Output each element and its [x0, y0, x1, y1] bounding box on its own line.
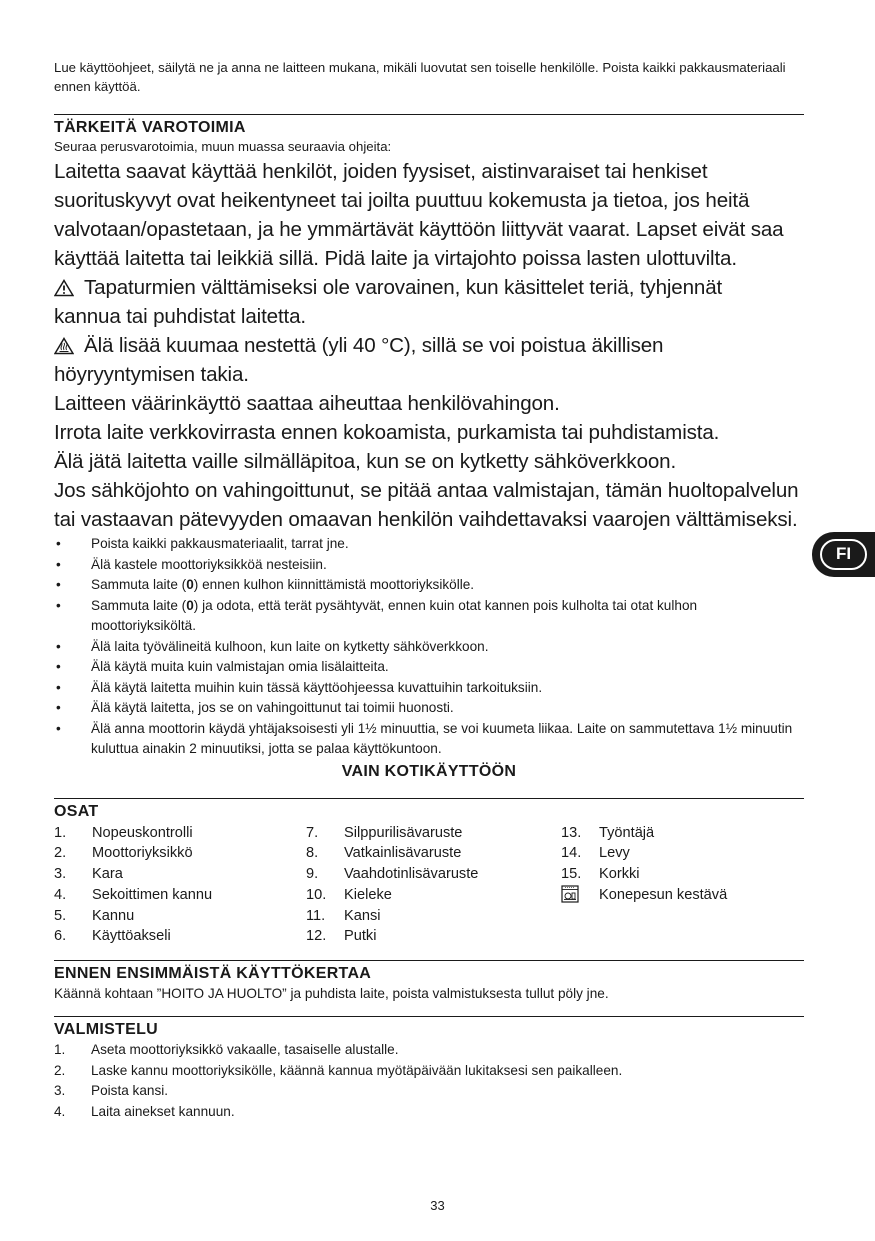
list-item [54, 1040, 804, 1061]
bullet-icon: • [56, 597, 61, 613]
warning-blades-text: Tapaturmien välttämiseksi ole varovainen, kun käsittelet teriä, tyhjennät [84, 276, 723, 299]
safety-bullet-list [54, 534, 804, 760]
bullet-icon: • [56, 720, 61, 736]
warning-hot-liquid-continued: höyryyntymisen takia. [54, 363, 249, 386]
list-item [54, 534, 804, 555]
hot-surface-warning-icon [54, 337, 74, 355]
part-label: Käyttöakseli [92, 928, 171, 945]
bullet-icon: • [56, 700, 61, 715]
list-item [54, 657, 804, 678]
list-item [54, 1102, 804, 1123]
list-item [54, 864, 306, 885]
part-number: 15. [561, 866, 582, 883]
list-item [54, 906, 306, 927]
warning-triangle-icon [54, 279, 74, 297]
home-use-only-note: VAIN KOTIKÄYTTÖÖN [341, 762, 517, 780]
bullet-icon: • [56, 556, 61, 572]
list-item [306, 885, 561, 906]
list-item [561, 864, 804, 885]
warning-hot-liquid-line [54, 331, 804, 360]
warning-blades-continued: kannua tai puhdistat laitetta. [54, 305, 306, 328]
part-number: 8. [306, 845, 319, 862]
part-number: 11. [306, 907, 326, 924]
list-item [306, 843, 561, 864]
part-number: 7. [306, 824, 319, 841]
list-item [54, 596, 804, 637]
part-number: 5. [54, 907, 67, 924]
part-label: Kieleke [344, 886, 392, 903]
part-number: 12. [306, 928, 327, 945]
list-item [54, 843, 306, 864]
part-label: Korkki [599, 866, 640, 883]
list-item [561, 843, 804, 864]
list-item [54, 637, 804, 658]
bullet-text: Sammuta laite ( [91, 577, 187, 592]
parts-column-1 [54, 823, 306, 948]
list-item [54, 698, 804, 719]
language-tab [812, 532, 875, 577]
part-label: Silppurilisävaruste [344, 824, 463, 841]
part-number: 10. [306, 886, 327, 903]
part-number: 3. [54, 866, 67, 883]
warning-blades-line [54, 273, 804, 302]
bullet-icon: • [56, 577, 61, 592]
bullet-text: ) ennen kulhon kiinnittämistä moottoriyksikölle. [193, 577, 475, 592]
step-text: Aseta moottoriyksikkö vakaalle, tasaiselle alustalle. [91, 1042, 399, 1058]
first-use-heading: ENNEN ENSIMMÄISTÄ KÄYTTÖKERTAA [54, 960, 804, 984]
list-item [54, 823, 306, 844]
part-number: 13. [561, 824, 582, 841]
step-text: Laske kannu moottoriyksikölle, käännä kannua myötäpäivään lukitaksesi sen paikalleen. [91, 1062, 623, 1078]
bullet-text: Älä kastele moottoriyksikköä nesteisiin. [91, 556, 327, 572]
part-number: 6. [54, 928, 67, 945]
list-item [306, 906, 561, 927]
step-number: 2. [54, 1062, 66, 1078]
bullet-text: Sammuta laite ( [91, 597, 187, 613]
list-item [54, 1081, 804, 1102]
bullet-icon: • [56, 679, 61, 695]
first-use-section [54, 960, 804, 1003]
dishwasher-safe-item [561, 885, 804, 906]
part-label: Levy [599, 845, 630, 862]
list-item [54, 678, 804, 699]
bullet-text: Älä käytä laitetta, jos se on vahingoittunut tai toimii huonosti. [91, 700, 454, 715]
part-label: Vaahdotinlisävaruste [344, 866, 479, 883]
bullet-text: Älä laita työvälineitä kulhoon, kun laite on kytketty sähköverkkoon. [91, 638, 489, 654]
part-number: 1. [54, 824, 67, 841]
parts-column-3 [561, 823, 804, 948]
part-number: 14. [561, 845, 582, 862]
parts-heading: OSAT [54, 798, 804, 822]
list-item [54, 1061, 804, 1082]
step-number: 3. [54, 1083, 66, 1099]
intro-text: Lue käyttöohjeet, säilytä ne ja anna ne laitteen mukana, mikäli luovutat sen toiselle henkilölle. Poista kaikki pakkausmateriaali ennen käyttöä. [54, 60, 786, 94]
part-label: Nopeuskontrolli [92, 824, 193, 841]
parts-section [54, 798, 804, 948]
part-label: Moottoriyksikkö [92, 845, 193, 862]
parts-column-2 [306, 823, 561, 948]
language-tab-label: FI [820, 539, 867, 570]
dishwasher-safe-label: Konepesun kestävä [599, 886, 728, 903]
step-number: 4. [54, 1103, 66, 1119]
safety-subheading: Seuraa perusvarotoimia, muun muassa seuraavia ohjeita: [54, 139, 392, 154]
off-symbol: 0 [186, 577, 194, 592]
list-item [54, 555, 804, 576]
part-label: Vatkainlisävaruste [344, 845, 462, 862]
off-symbol: 0 [186, 597, 194, 613]
bullet-text: Älä käytä laitetta muihin kuin tässä käyttöohjeessa kuvattuihin tarkoituksiin. [91, 679, 543, 695]
dishwasher-icon [561, 885, 579, 903]
preparation-section [54, 1017, 804, 1122]
bullet-text: Älä käytä muita kuin valmistajan omia lisälaitteita. [91, 659, 389, 674]
list-item [306, 864, 561, 885]
bullet-text: ) ja odota, että terät pysähtyvät, ennen kuin otat kannen pois kulholta tai otat kulhon moottoriyksiköltä. [91, 597, 698, 633]
part-number: 9. [306, 866, 319, 883]
manual-page [54, 58, 804, 1122]
list-item [54, 926, 306, 947]
part-number: 2. [54, 845, 67, 862]
safety-misuse-line: Laitteen väärinkäyttö saattaa aiheuttaa henkilövahingon. [54, 392, 560, 415]
part-label: Kansi [344, 907, 381, 924]
part-label: Kara [92, 866, 123, 883]
part-label: Sekoittimen kannu [92, 886, 213, 903]
bullet-icon: • [56, 536, 61, 551]
part-label: Työntäjä [599, 824, 655, 841]
list-item [54, 719, 804, 760]
page-number: 33 [430, 1198, 445, 1213]
list-item [561, 823, 804, 844]
safety-unplug-line: Irrota laite verkkovirrasta ennen kokoamista, purkamista tai puhdistamista. [54, 421, 720, 444]
list-item [306, 823, 561, 844]
part-number: 4. [54, 886, 67, 903]
list-item [54, 575, 804, 596]
first-use-text: Käännä kohtaan ”HOITO JA HUOLTO” ja puhdista laite, poista valmistuksesta tullut pöly jne. [54, 986, 609, 1002]
part-label: Putki [344, 928, 377, 945]
part-label: Kannu [92, 907, 135, 924]
warning-hot-liquid-text: Älä lisää kuumaa nestettä (yli 40 °C), sillä se voi poistua äkillisen [84, 334, 664, 357]
list-item [306, 926, 561, 947]
preparation-heading: VALMISTELU [54, 1021, 159, 1039]
step-text: Laita ainekset kannuun. [91, 1103, 235, 1119]
bullet-text: Älä anna moottorin käydä yhtäjaksoisesti yli 1½ minuuttia, se voi kuumeta liikaa. Laite on sammutettava 1½ minuutin kuluttua ainakin 2 minuutiksi, jotta se palaa käyttökuntoon. [91, 720, 793, 756]
safety-large-text [54, 157, 804, 534]
preparation-steps [54, 1040, 804, 1122]
step-number: 1. [54, 1042, 66, 1058]
safety-unattended-line: Älä jätä laitetta vaille silmälläpitoa, kun se on kytketty sähköverkkoon. [54, 450, 677, 473]
safety-paragraph-persons: Laitetta saavat käyttää henkilöt, joiden fyysiset, aistinvaraiset tai henkiset suorituskyvyt ovat heikentyneet tai joilta puuttuu kokemusta ja tietoa, jos heitä valvotaan/opastetaan, ja he ymmärtävät käyttöön liittyvät vaarat. Lapset eivät saa käyttää laitetta tai leikkiä sillä. Pidä laite ja virtajohto poissa lasten ulottuvilta. [54, 160, 784, 270]
safety-cord-line: Jos sähköjohto on vahingoittunut, se pitää antaa valmistajan, tämän huoltopalvelun tai vastaavan pätevyyden omaavan henkilön vaihdettavaksi vaarojen välttämiseksi. [54, 479, 799, 531]
safety-heading: TÄRKEITÄ VAROTOIMIA [54, 114, 804, 138]
bullet-icon: • [56, 638, 61, 654]
bullet-text: Poista kaikki pakkausmateriaalit, tarrat jne. [91, 536, 349, 551]
parts-list [54, 823, 804, 948]
list-item [54, 885, 306, 906]
step-text: Poista kansi. [91, 1083, 169, 1099]
bullet-icon: • [56, 659, 61, 674]
safety-section [54, 114, 804, 783]
